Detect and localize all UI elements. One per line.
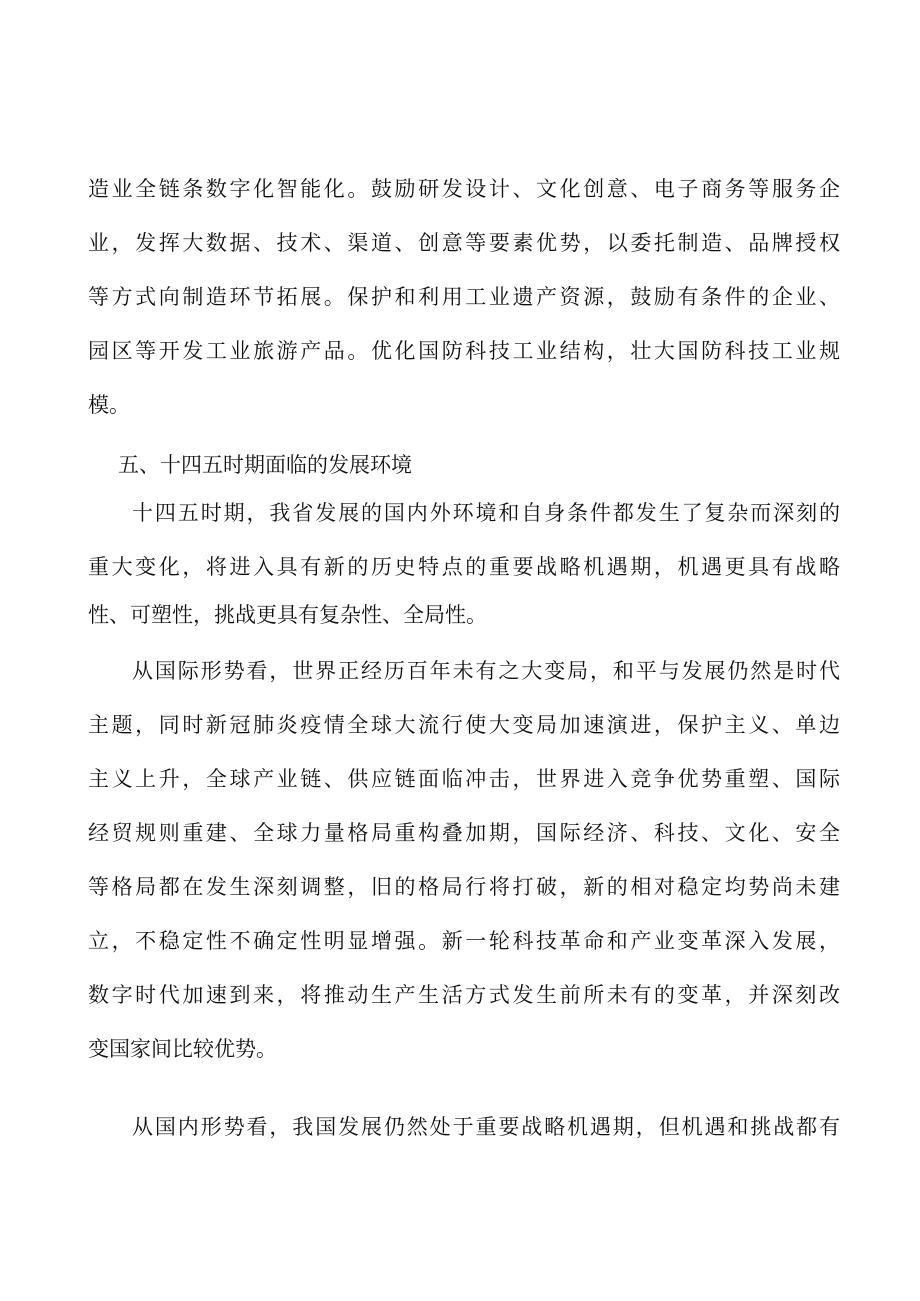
paragraph-line: 立，不稳定性不确定性明显增强。新一轮科技革命和产业变革深入发展， bbox=[88, 929, 840, 953]
paragraph-line: 等方式向制造环节拓展。保护和利用工业遗产资源，鼓励有条件的企业、 bbox=[88, 285, 840, 309]
paragraph-line: 性、可塑性，挑战更具有复杂性、全局性。 bbox=[88, 603, 487, 627]
paragraph-line: 主义上升，全球产业链、供应链面临冲击，世界进入竞争优势重塑、国际 bbox=[88, 767, 840, 791]
paragraph-line: 园区等开发工业旅游产品。优化国防科技工业结构，壮大国防科技工业规 bbox=[88, 339, 840, 363]
paragraph-line: 造业全链条数字化智能化。鼓励研发设计、文化创意、电子商务等服务企 bbox=[88, 177, 840, 201]
paragraph-line: 主题，同时新冠肺炎疫情全球大流行使大变局加速演进，保护主义、单边 bbox=[88, 713, 840, 737]
paragraph-line: 从国内形势看，我国发展仍然处于重要战略机遇期，但机遇和挑战都有 bbox=[132, 1115, 840, 1139]
paragraph-line: 数字时代加速到来，将推动生产生活方式发生前所未有的变革，并深刻改 bbox=[88, 983, 840, 1007]
paragraph-line: 等格局都在发生深刻调整，旧的格局行将打破，新的相对稳定均势尚未建 bbox=[88, 875, 840, 899]
paragraph-line: 业，发挥大数据、技术、渠道、创意等要素优势，以委托制造、品牌授权 bbox=[88, 231, 840, 255]
section-heading: 五、十四五时期面临的发展环境 bbox=[118, 453, 412, 477]
paragraph-line: 十四五时期，我省发展的国内外环境和自身条件都发生了复杂而深刻的 bbox=[132, 501, 840, 525]
paragraph-line: 变国家间比较优势。 bbox=[88, 1037, 277, 1061]
paragraph-line: 重大变化，将进入具有新的历史特点的重要战略机遇期，机遇更具有战略 bbox=[88, 555, 840, 579]
paragraph-line: 模。 bbox=[88, 393, 130, 417]
paragraph-line: 经贸规则重建、全球力量格局重构叠加期，国际经济、科技、文化、安全 bbox=[88, 821, 840, 845]
paragraph-line: 从国际形势看，世界正经历百年未有之大变局，和平与发展仍然是时代 bbox=[132, 659, 840, 683]
